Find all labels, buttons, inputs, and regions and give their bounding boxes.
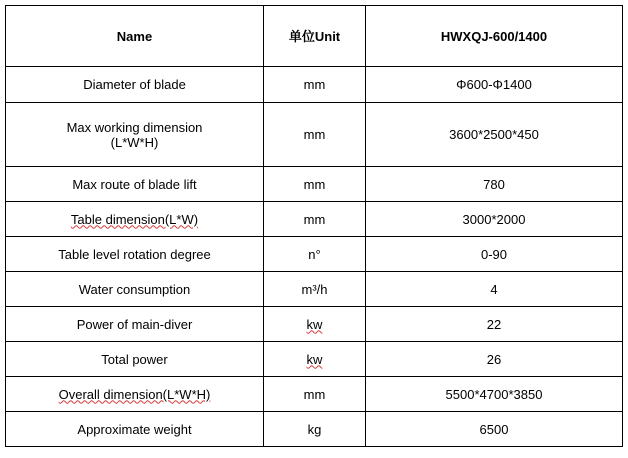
row-unit: mm bbox=[264, 103, 366, 167]
table-row bbox=[6, 237, 623, 272]
row-unit: n° bbox=[264, 237, 366, 272]
table-row bbox=[6, 167, 623, 202]
row-name-text: Overall dimension(L*W*H) bbox=[58, 386, 211, 402]
spec-table bbox=[5, 5, 623, 447]
header-unit: 单位Unit bbox=[264, 6, 366, 67]
table-row bbox=[6, 307, 623, 342]
row-value: 26 bbox=[366, 342, 623, 377]
row-unit: mm bbox=[264, 202, 366, 237]
row-unit-text: kw bbox=[306, 351, 323, 367]
row-unit: m³/h bbox=[264, 272, 366, 307]
table-row bbox=[6, 202, 623, 237]
row-unit: kg bbox=[264, 412, 366, 447]
row-value: 6500 bbox=[366, 412, 623, 447]
row-name bbox=[6, 377, 264, 412]
row-name-text: Table dimension(L*W) bbox=[70, 211, 199, 227]
row-value: 5500*4700*3850 bbox=[366, 377, 623, 412]
row-unit: mm bbox=[264, 377, 366, 412]
row-unit-text: kw bbox=[306, 316, 323, 332]
row-value: 0-90 bbox=[366, 237, 623, 272]
row-value: 3600*2500*450 bbox=[366, 103, 623, 167]
row-name: Max route of blade lift bbox=[6, 167, 264, 202]
table-row bbox=[6, 342, 623, 377]
row-name: Diameter of blade bbox=[6, 67, 264, 103]
table-row bbox=[6, 272, 623, 307]
row-name: Power of main-diver bbox=[6, 307, 264, 342]
header-name: Name bbox=[6, 6, 264, 67]
row-name: Approximate weight bbox=[6, 412, 264, 447]
row-value: 22 bbox=[366, 307, 623, 342]
table-row bbox=[6, 377, 623, 412]
row-unit: mm bbox=[264, 67, 366, 103]
header-model: HWXQJ-600/1400 bbox=[366, 6, 623, 67]
row-name: Total power bbox=[6, 342, 264, 377]
row-value: Φ600-Φ1400 bbox=[366, 67, 623, 103]
row-value: 780 bbox=[366, 167, 623, 202]
row-name bbox=[6, 202, 264, 237]
row-value: 3000*2000 bbox=[366, 202, 623, 237]
row-unit bbox=[264, 307, 366, 342]
row-name-line1: Max working dimension bbox=[66, 119, 203, 135]
row-value: 4 bbox=[366, 272, 623, 307]
row-name bbox=[6, 103, 264, 167]
table-row bbox=[6, 67, 623, 103]
table-header-row bbox=[6, 6, 623, 67]
row-name: Water consumption bbox=[6, 272, 264, 307]
row-name: Table level rotation degree bbox=[6, 237, 264, 272]
row-name-line2: (L*W*H) bbox=[110, 134, 159, 150]
row-unit bbox=[264, 342, 366, 377]
table-row bbox=[6, 412, 623, 447]
table-row bbox=[6, 103, 623, 167]
row-unit: mm bbox=[264, 167, 366, 202]
